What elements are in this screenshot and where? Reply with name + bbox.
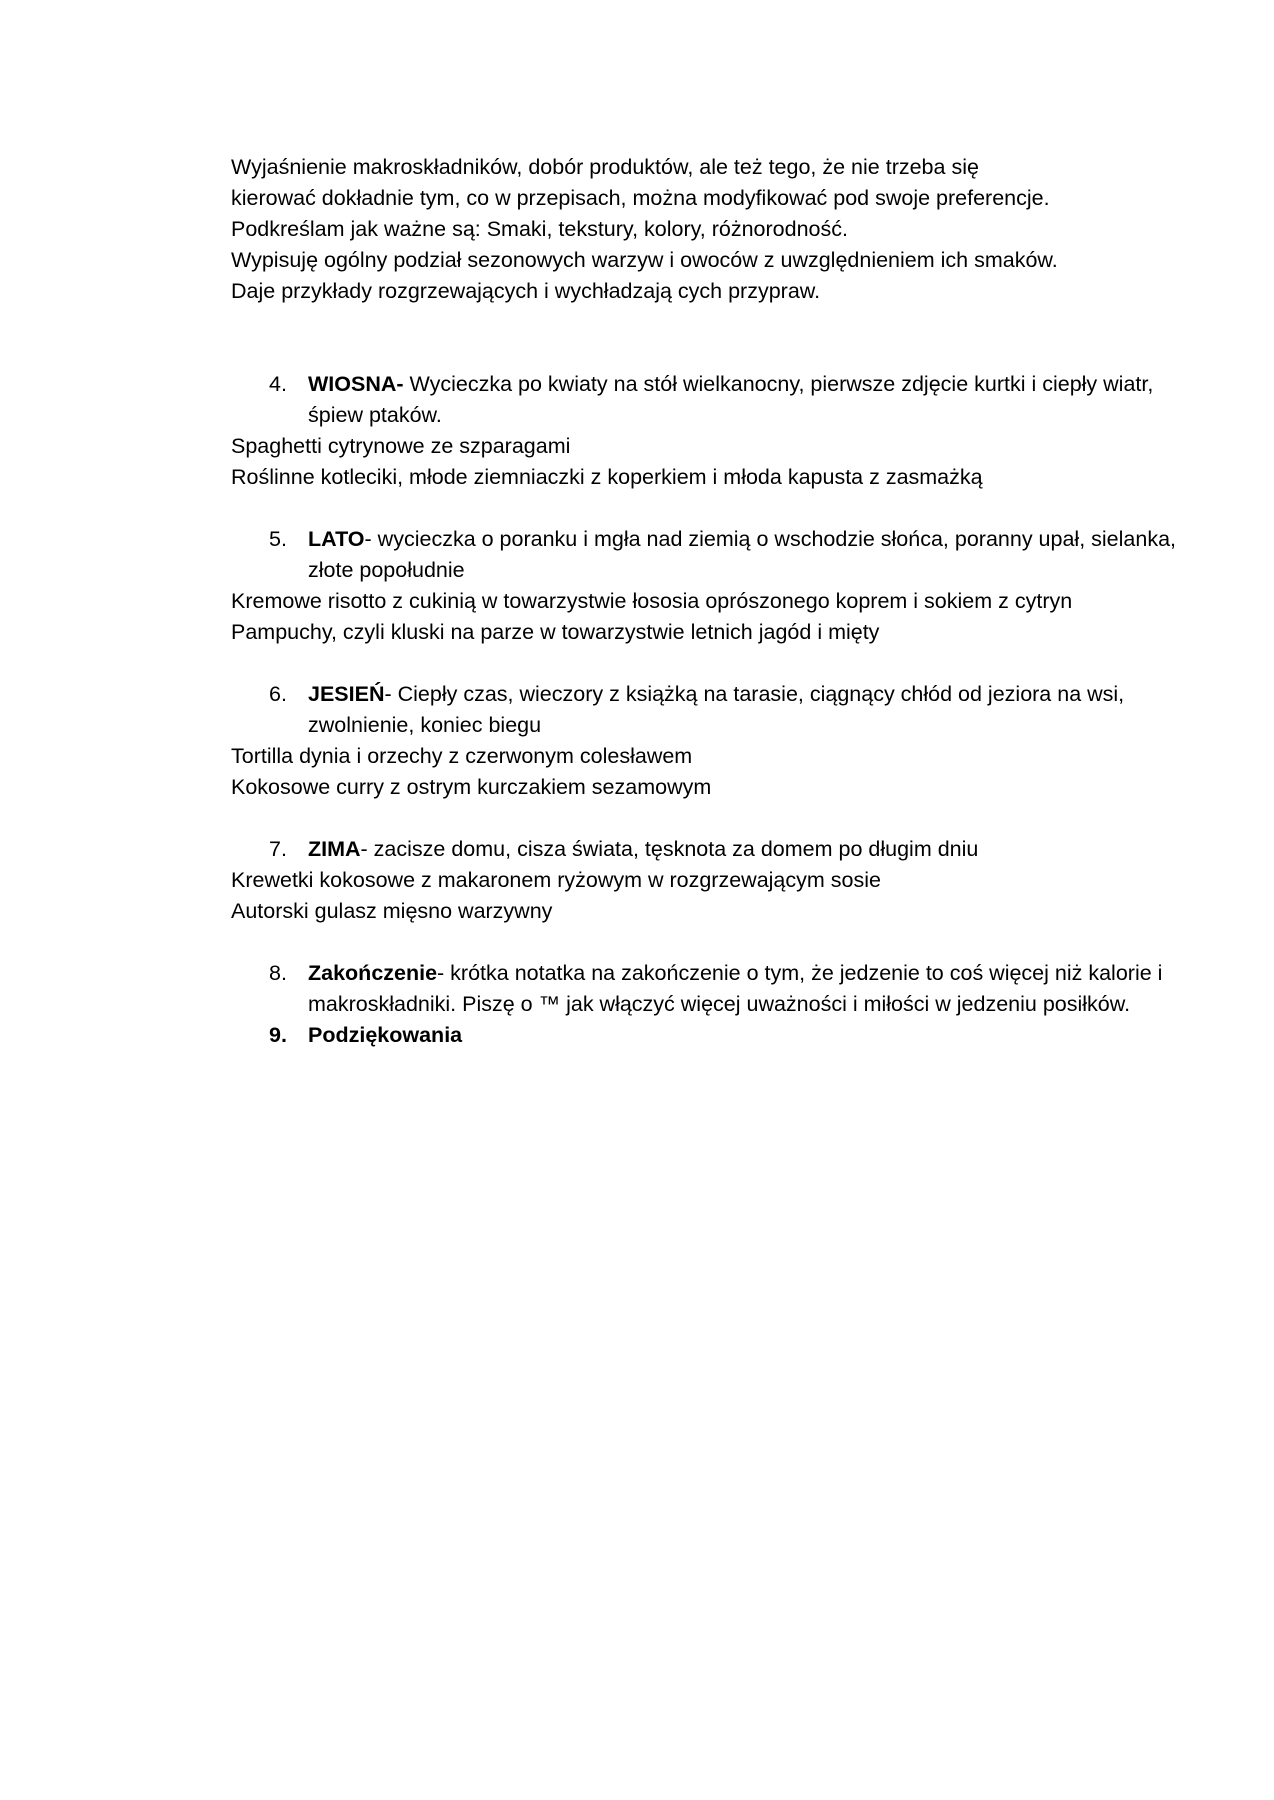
spacer bbox=[231, 927, 1131, 958]
recipe-item: Spaghetti cytrynowe ze szparagami bbox=[231, 434, 571, 458]
list-number: 5. bbox=[269, 527, 287, 551]
spacer bbox=[231, 307, 1131, 369]
list-item-winter bbox=[231, 834, 1131, 865]
list-number: 9. bbox=[269, 1023, 287, 1047]
intro-paragraph-emphasis: Podkreślam jak ważne są: Smaki, tekstury, kolory, różnorodność. bbox=[231, 217, 848, 241]
section-description: - wycieczka o poranku i mgła nad ziemią o wschodzie słońca, poranny upał, sielanka, złote popołudnie bbox=[308, 527, 1176, 582]
recipe-item: Pampuchy, czyli kluski na parze w towarzystwie letnich jagód i mięty bbox=[231, 620, 880, 644]
section-description: - Ciepły czas, wieczory z książką na tarasie, ciągnący chłód od jeziora na wsi, zwolnienie, koniec biegu bbox=[308, 682, 1125, 737]
spacer bbox=[231, 803, 1131, 834]
section-title: ZIMA bbox=[308, 837, 361, 861]
section-title: JESIEŃ bbox=[308, 682, 385, 706]
recipe-item: Krewetki kokosowe z makaronem ryżowym w rozgrzewającym sosie bbox=[231, 868, 881, 892]
section-title: Podziękowania bbox=[308, 1023, 463, 1047]
section-autumn bbox=[231, 679, 1131, 803]
recipe-item: Roślinne kotleciki, młode ziemniaczki z koperkiem i młoda kapusta z zasmażką bbox=[231, 465, 983, 489]
list-number: 6. bbox=[269, 682, 287, 706]
section-conclusion bbox=[231, 958, 1163, 1020]
section-acknowledgements bbox=[231, 1020, 1131, 1051]
section-spring bbox=[231, 369, 1154, 493]
list-number: 4. bbox=[269, 372, 287, 396]
recipe-item: Kokosowe curry z ostrym kurczakiem sezamowym bbox=[231, 775, 712, 799]
section-title: LATO bbox=[308, 527, 365, 551]
intro-paragraph-macros: Wyjaśnienie makroskładników, dobór produktów, ale też tego, że nie trzeba się kierować dokładnie tym, co w przepisach, można modyfikować pod swoje preferencje. bbox=[231, 155, 1050, 210]
list-item-autumn bbox=[231, 679, 1188, 741]
list-item-summer bbox=[231, 524, 1188, 586]
section-summer bbox=[231, 524, 1176, 648]
spacer bbox=[231, 493, 1131, 524]
section-description: Wycieczka po kwiaty na stół wielkanocny, pierwsze zdjęcie kurtki i ciepły wiatr, śpiew ptaków. bbox=[308, 372, 1154, 427]
intro-paragraph-seasonal: Wypisuję ogólny podział sezonowych warzyw i owoców z uwzględnieniem ich smaków. Daje przykłady rozgrzewających i wychładzają cych przypraw. bbox=[231, 248, 1058, 303]
list-number: 7. bbox=[269, 837, 287, 861]
list-item-acknowledgements bbox=[231, 1020, 1131, 1051]
spacer bbox=[231, 648, 1131, 679]
section-winter bbox=[231, 834, 1131, 927]
list-number: 8. bbox=[269, 961, 287, 985]
recipe-item: Kremowe risotto z cukinią w towarzystwie łososia oprószonego koprem i sokiem z cytryn bbox=[231, 589, 1073, 613]
section-description: - krótka notatka na zakończenie o tym, że jedzenie to coś więcej niż kalorie i makroskładniki. Piszę o ™ jak włączyć więcej uważności i miłości w jedzeniu posiłków. bbox=[308, 961, 1163, 1016]
recipe-item: Autorski gulasz mięsno warzywny bbox=[231, 899, 553, 923]
list-item-conclusion bbox=[231, 958, 1208, 1020]
section-description: - zacisze domu, cisza świata, tęsknota za domem po długim dniu bbox=[360, 837, 979, 861]
list-item-spring bbox=[231, 369, 1188, 431]
document-page bbox=[231, 152, 1176, 1051]
section-title: WIOSNA- bbox=[308, 372, 404, 396]
section-title: Zakończenie bbox=[308, 961, 438, 985]
recipe-item: Tortilla dynia i orzechy z czerwonym colesławem bbox=[231, 744, 693, 768]
